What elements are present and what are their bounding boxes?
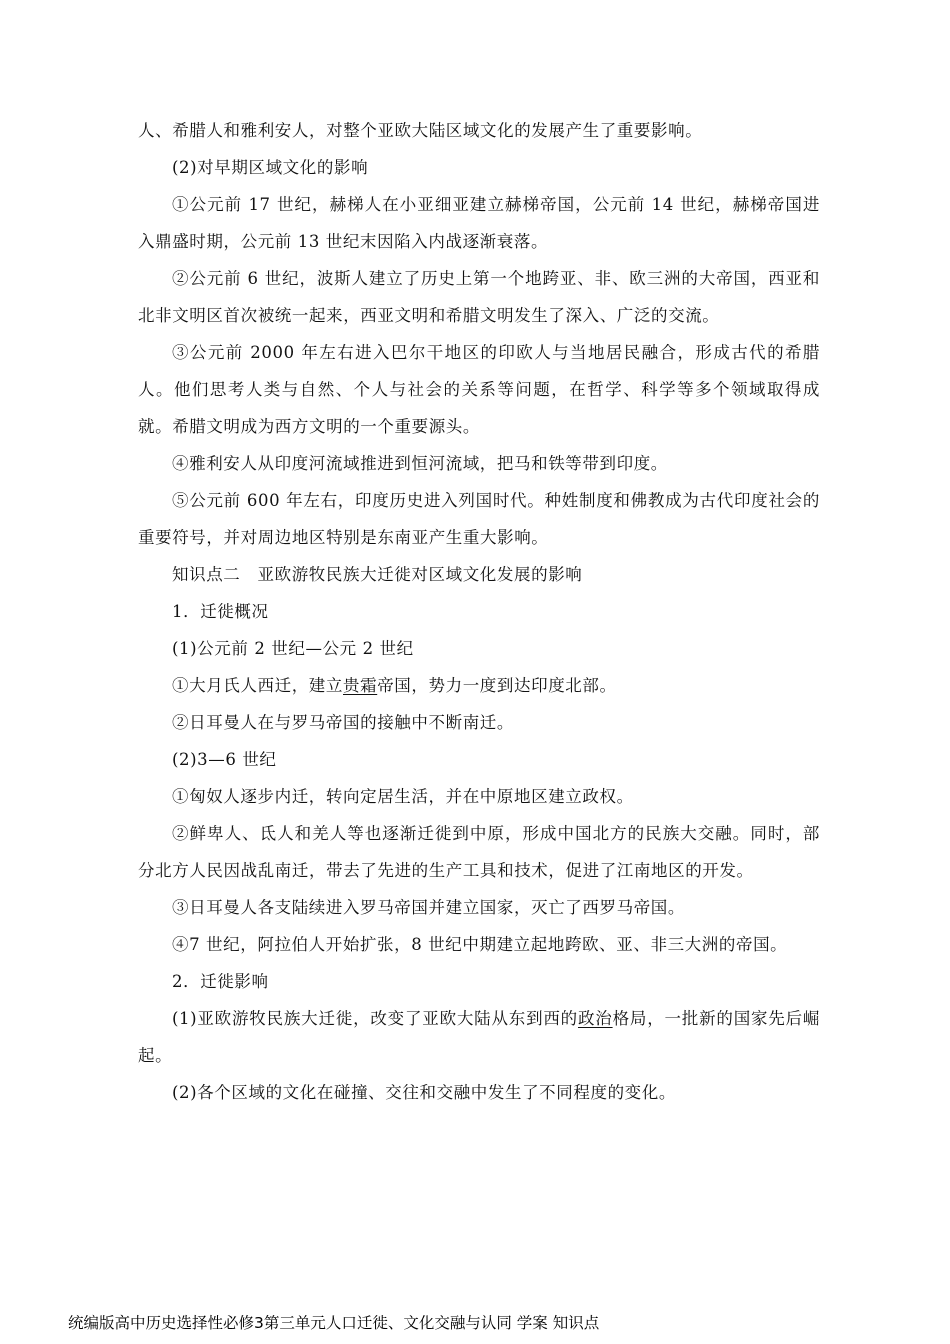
paragraph-political-pattern [138,1000,820,1074]
section-heading-knowledge-point-2: 知识点二 亚欧游牧民族大迁徙对区域文化发展的影响 [172,565,583,584]
underlined-term-kushan: 贵霜 [343,676,378,695]
paragraph-cultural-change: (2)各个区域的文化在碰撞、交往和交融中发生了不同程度的变化。 [172,1083,676,1102]
paragraph-india: ⑤公元前 600 年左右，印度历史进入列国时代。种姓制度和佛教成为古代印度社会的重要符号，并对周边地区特别是东南亚产生重大影响。 [138,491,820,547]
text-segment: 格局，一批新的国家先后崛起。 [138,1009,820,1065]
paragraph-xiongnu: ①匈奴人逐步内迁，转向定居生活，并在中原地区建立政权。 [172,787,634,806]
paragraph-continuation: 人、希腊人和雅利安人，对整个亚欧大陆区域文化的发展产生了重要影响。 [138,121,703,140]
paragraph-arabs: ④7 世纪，阿拉伯人开始扩张，8 世纪中期建立起地跨欧、亚、非三大洲的帝国。 [172,935,788,954]
underlined-term-politics: 政治 [577,1009,613,1028]
paragraph-hittites: ①公元前 17 世纪，赫梯人在小亚细亚建立赫梯帝国，公元前 14 世纪，赫梯帝国进入鼎盛时期，公元前 13 世纪末因陷入内战逐渐衰落。 [138,195,820,251]
text-segment: ①大月氏人西迁，建立 [172,676,343,695]
footer-caption: 统编版高中历史选择性必修3第三单元人口迁徙、文化交融与认同 学案 知识点 [68,1314,600,1332]
document-body [138,112,820,1111]
paragraph-aryans: ④雅利安人从印度河流域推进到恒河流域，把马和铁等带到印度。 [172,454,668,473]
paragraph-greeks: ③公元前 2000 年左右进入巴尔干地区的印欧人与当地居民融合，形成古代的希腊人。他们思考人类与自然、个人与社会的关系等问题，在哲学、科学等多个领域取得成就。希腊文明成为西方文明的一个重要源头。 [138,343,820,436]
subheading-migration-overview: 1．迁徙概况 [172,602,269,621]
subheading-early-influence: (2)对早期区域文化的影响 [172,158,369,177]
subheading-period-1: (1)公元前 2 世纪—公元 2 世纪 [172,639,414,658]
paragraph-yuezhi [138,667,820,704]
paragraph-germanic-rome: ③日耳曼人各支陆续进入罗马帝国并建立国家，灭亡了西罗马帝国。 [172,898,685,917]
text-segment: (1)亚欧游牧民族大迁徙，改变了亚欧大陆从东到西的 [172,1009,578,1028]
subheading-period-2: (2)3—6 世纪 [172,750,277,769]
paragraph-xianbei: ②鲜卑人、氐人和羌人等也逐渐迁徙到中原，形成中国北方的民族大交融。同时，部分北方人民因战乱南迁，带去了先进的生产工具和技术，促进了江南地区的开发。 [138,824,820,880]
text-segment: 帝国，势力一度到达印度北部。 [377,676,617,695]
subheading-migration-impact: 2．迁徙影响 [172,972,269,991]
paragraph-persians: ②公元前 6 世纪，波斯人建立了历史上第一个地跨亚、非、欧三洲的大帝国，西亚和北非文明区首次被统一起来，西亚文明和希腊文明发生了深入、广泛的交流。 [138,269,820,325]
paragraph-germanic-south: ②日耳曼人在与罗马帝国的接触中不断南迁。 [172,713,514,732]
